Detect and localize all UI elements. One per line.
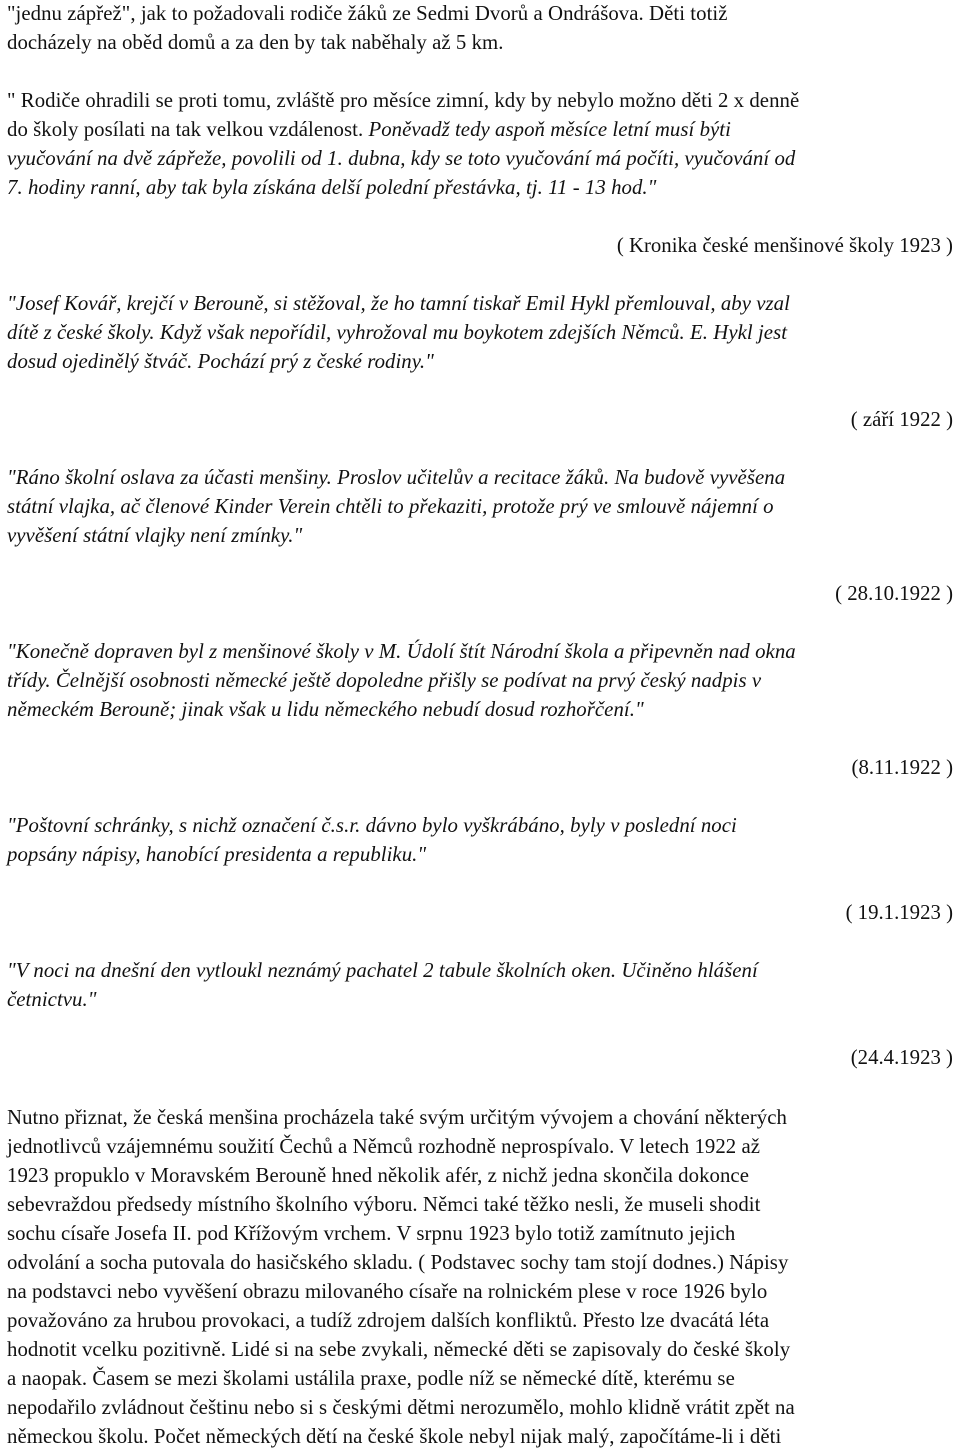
paragraph-line: sebevraždou předsedy místního školního výboru. Němci také těžko nesli, že museli shodit [7,1193,761,1216]
text-line: dítě z české školy. Když však nepořídil, vyhrožoval mu boykotem zdejších Němců. E. Hykl jest [7,321,788,344]
text-line: do školy posílati na tak velkou vzdálenost. Poněvadž tedy aspoň měsíce letní musí býti [7,118,731,141]
quote-source: (8.11.1922 ) [851,756,953,779]
text-line: "V noci na dnešní den vytloukl neznámý pachatel 2 tabule školních oken. Učiněno hlášení [7,959,758,982]
paragraph-line: na podstavci nebo vyvěšení obrazu milovaného císaře na rolnickém plese v roce 1926 bylo [7,1280,768,1303]
text-line: "Josef Kovář, krejčí v Berouně, si stěžoval, že ho tamní tiskař Emil Hykl přemlouval, aby vzal [7,292,790,315]
text-line: "Konečně dopraven byl z menšinové školy v M. Údolí štít Národní škola a připevněn nad okna [7,640,796,663]
text-line: dosud ojedinělý štváč. Pochází prý z české rodiny." [7,350,434,373]
text-line: německém Berouně; jinak však u lidu německého nebudí dosud rozhořčení." [7,698,644,721]
paragraph-line: považováno za hrubou provokaci, a tudíž zdrojem dalších konfliktů. Přesto lze dvacátá léta [7,1309,770,1332]
text-line: státní vlajka, ač členové Kinder Verein chtěli to překaziti, protože prý ve smlouvě nájemní o [7,495,774,518]
text-line: "Poštovní schránky, s nichž označení č.s.r. dávno bylo vyškrábáno, byly v poslední noci [7,814,737,837]
text-line: docházely na oběd domů a za den by tak naběhaly až 5 km. [7,31,504,54]
text-line: popsány nápisy, hanobící presidenta a republiku." [7,843,427,866]
quote-source: ( Kronika české menšinové školy 1923 ) [616,234,953,257]
text-line: " Rodiče ohradili se proti tomu, zvláště pro měsíce zimní, kdy by nebylo možno děti 2 x denně [7,89,800,112]
quote-source: ( 28.10.1922 ) [835,582,953,605]
paragraph-line: sochu císaře Josefa II. pod Křížovým vrchem. V srpnu 1923 bylo totiž zamítnuto jejich [7,1222,736,1245]
paragraph-line: 1923 propuklo v Moravském Berouně hned několik afér, z nichž jedna skončila dokonce [7,1164,749,1187]
paragraph-line: nepodařilo zvládnout češtinu nebo si s českými dětmi nerozumělo, mohlo klidně vrátit zpět na [7,1396,795,1419]
paragraph-line: Nutno přiznat, že česká menšina procházela také svým určitým vývojem a chování některých [7,1106,787,1129]
paragraph-line: jednotlivců vzájemnému soužití Čechů a Němců rozhodně neprospívalo. V letech 1922 až [7,1135,761,1158]
paragraph-line: hodnotit vcelku pozitivně. Lidé si na sebe zvykali, německé děti se zapisovaly do české školy [7,1338,791,1361]
quote-source: ( září 1922 ) [850,408,953,431]
text-line: četnictvu." [7,988,97,1011]
quote-source: (24.4.1923 ) [850,1046,953,1069]
text-line: vyvěšení státní vlajky není zmínky." [7,524,303,547]
paragraph-line: odvolání a socha putovala do hasičského skladu. ( Podstavec sochy tam stojí dodnes.) Nápisy [7,1251,789,1274]
text-line: vyučování na dvě zápřeže, povolili od 1. dubna, kdy se toto vyučování má počíti, vyučování od [7,147,796,170]
text-line: "jednu zápřež", jak to požadovali rodiče žáků ze Sedmi Dvorů a Ondrášova. Děti totiž [7,2,728,25]
text-line: třídy. Čelnější osobnosti německé ještě dopoledne přišly se podívat na prvý český nadpis v [7,669,762,692]
paragraph-line: a naopak. Časem se mezi školami ustálila praxe, podle níž se německé dítě, kterému se [7,1367,735,1390]
paragraph-line: německou školu. Počet německých dětí na české škole nebyl nijak malý, započítáme-li i děti [7,1425,782,1448]
text-line: 7. hodiny ranní, aby tak byla získána delší polední přestávka, tj. 11 - 13 hod." [7,176,657,199]
text-line: "Ráno školní oslava za účasti menšiny. Proslov učitelův a recitace žáků. Na budově vyvěšena [7,466,786,489]
quote-source: ( 19.1.1923 ) [845,901,953,924]
